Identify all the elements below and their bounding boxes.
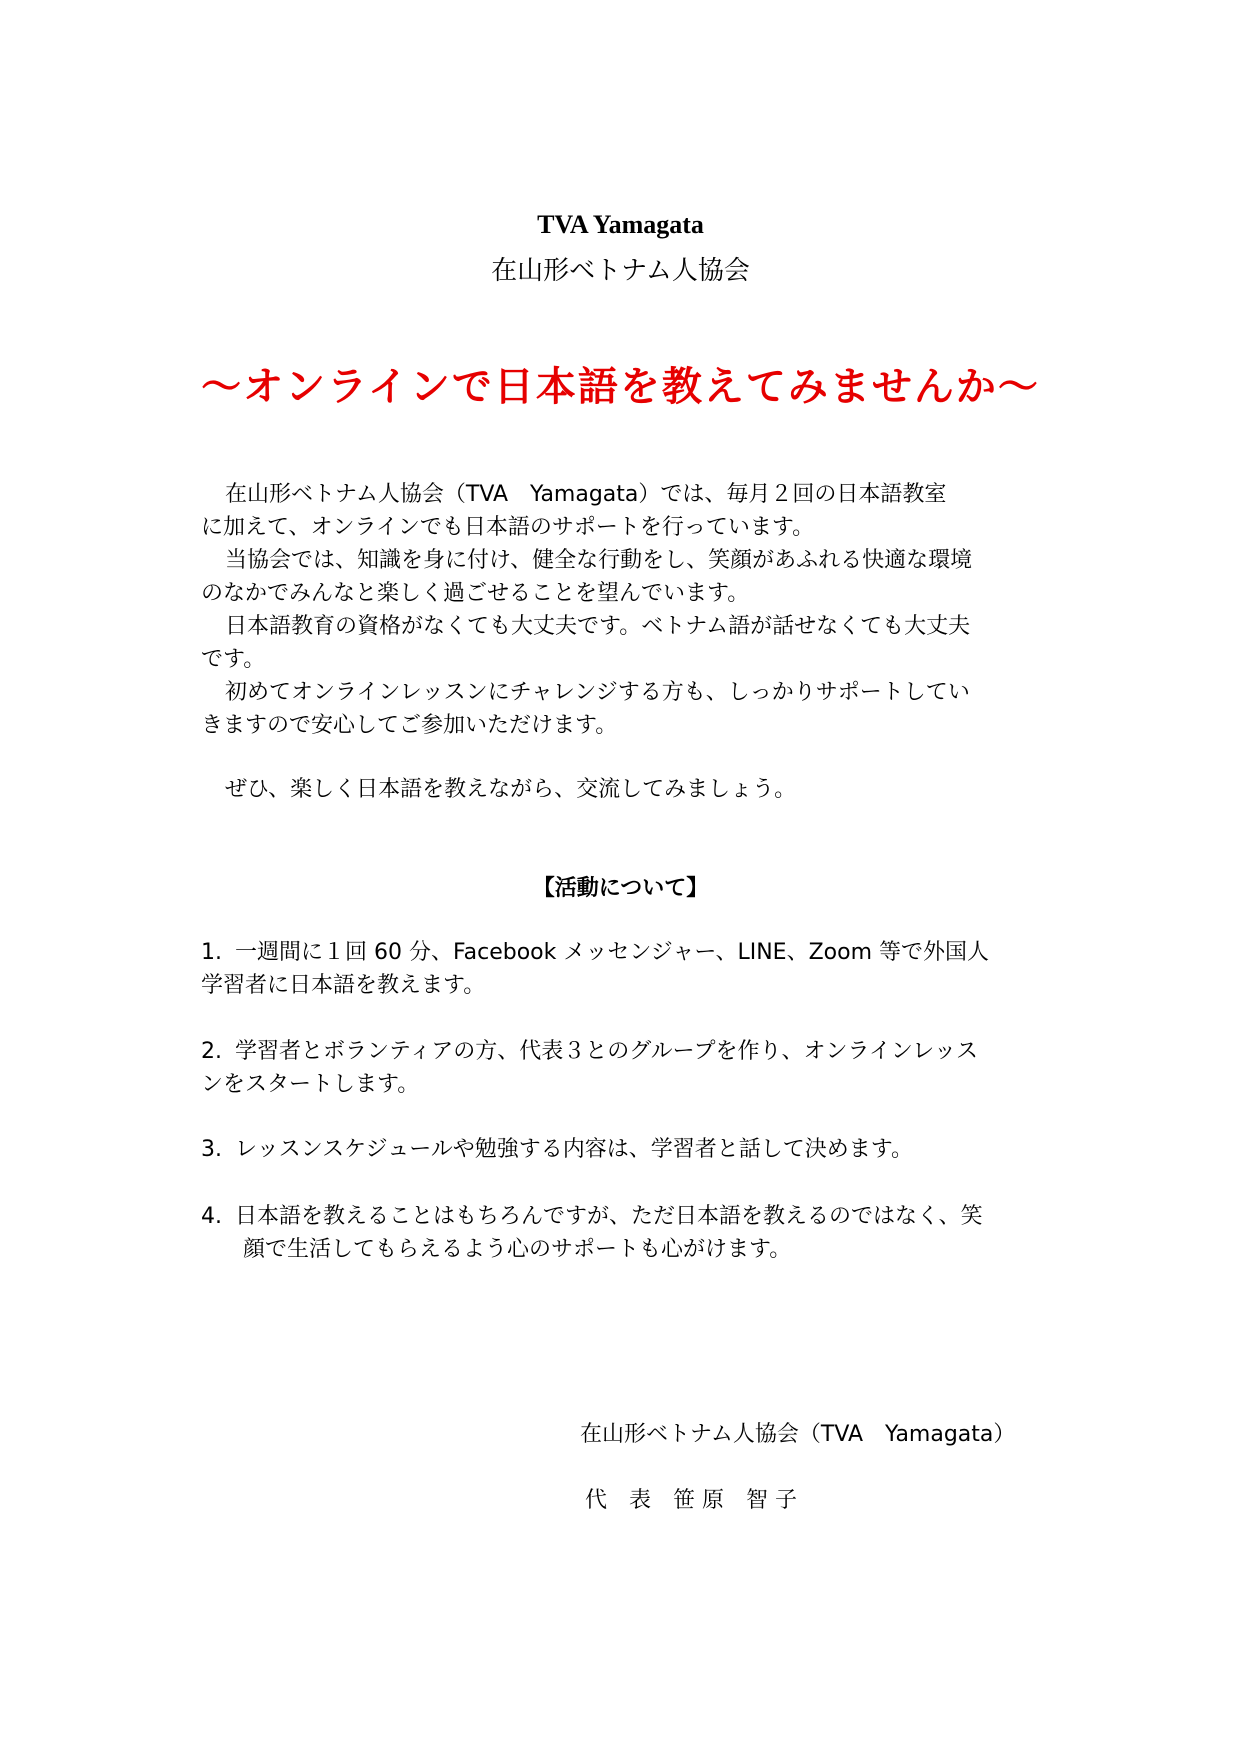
item-line2: ンをスタートします。 <box>201 1072 420 1097</box>
item-line1: 学習者とボランティアの方、代表３とのグループを作り、オンラインレッス <box>235 1039 979 1064</box>
para4-line1: 初めてオンラインレッスンにチャレンジする方も、しっかりサポートしてい <box>225 680 970 705</box>
item-number: 2. <box>201 1039 222 1064</box>
activities-heading: 【活動について】 <box>532 876 709 901</box>
signature-representative: 代 表 笹 原 智 子 <box>585 1488 797 1513</box>
activity-item <box>201 1133 1081 1166</box>
header-title-en: TVA Yamagata <box>537 210 704 239</box>
para3-line1: 日本語教育の資格がなくても大丈夫です。ベトナム語が話せなくても大丈夫 <box>225 614 971 639</box>
activity-item <box>201 936 1081 1002</box>
para1-line1: 在山形ベトナム人協会（TVA Yamagata）では、毎月２回の日本語教室 <box>225 482 947 507</box>
item-number: 4. <box>201 1204 222 1229</box>
item-number: 1. <box>201 940 222 965</box>
item-line1: 日本語を教えることはもちろんですが、ただ日本語を教えるのではなく、笑 <box>235 1204 983 1229</box>
intro-body <box>201 478 1081 742</box>
para2-line1: 当協会では、知識を身に付け、健全な行動をし、笑顔があふれる快適な環境 <box>225 548 973 573</box>
item-line1: レッスンスケジュールや勉強する内容は、学習者と話して決めます。 <box>235 1137 914 1162</box>
header-title-jp: 在山形ベトナム人協会 <box>491 256 750 286</box>
activity-item <box>201 1035 1081 1101</box>
headline: ～オンラインで日本語を教えてみませんか～ <box>201 364 1040 410</box>
activity-item <box>201 1200 1081 1266</box>
para2-line2: のなかでみんなと楽しく過ごせることを望んでいます。 <box>201 581 750 606</box>
para1-line2: に加えて、オンラインでも日本語のサポートを行っています。 <box>201 515 815 540</box>
item-line2: 学習者に日本語を教えます。 <box>201 973 486 998</box>
signature-organization: 在山形ベトナム人協会（TVA Yamagata） <box>580 1422 1016 1447</box>
para4-line2: きますので安心してご参加いただけます。 <box>201 713 618 738</box>
closing-line: ぜひ、楽しく日本語を教えながら、交流してみましょう。 <box>225 777 797 802</box>
item-line2: 顔で生活してもらえるよう心のサポートも心がけます。 <box>243 1237 792 1262</box>
item-line1: 一週間に１回 60 分、Facebook メッセンジャー、LINE、Zoom 等で外国人 <box>235 940 989 965</box>
item-number: 3. <box>201 1137 222 1162</box>
para3-line2: です。 <box>201 647 266 672</box>
